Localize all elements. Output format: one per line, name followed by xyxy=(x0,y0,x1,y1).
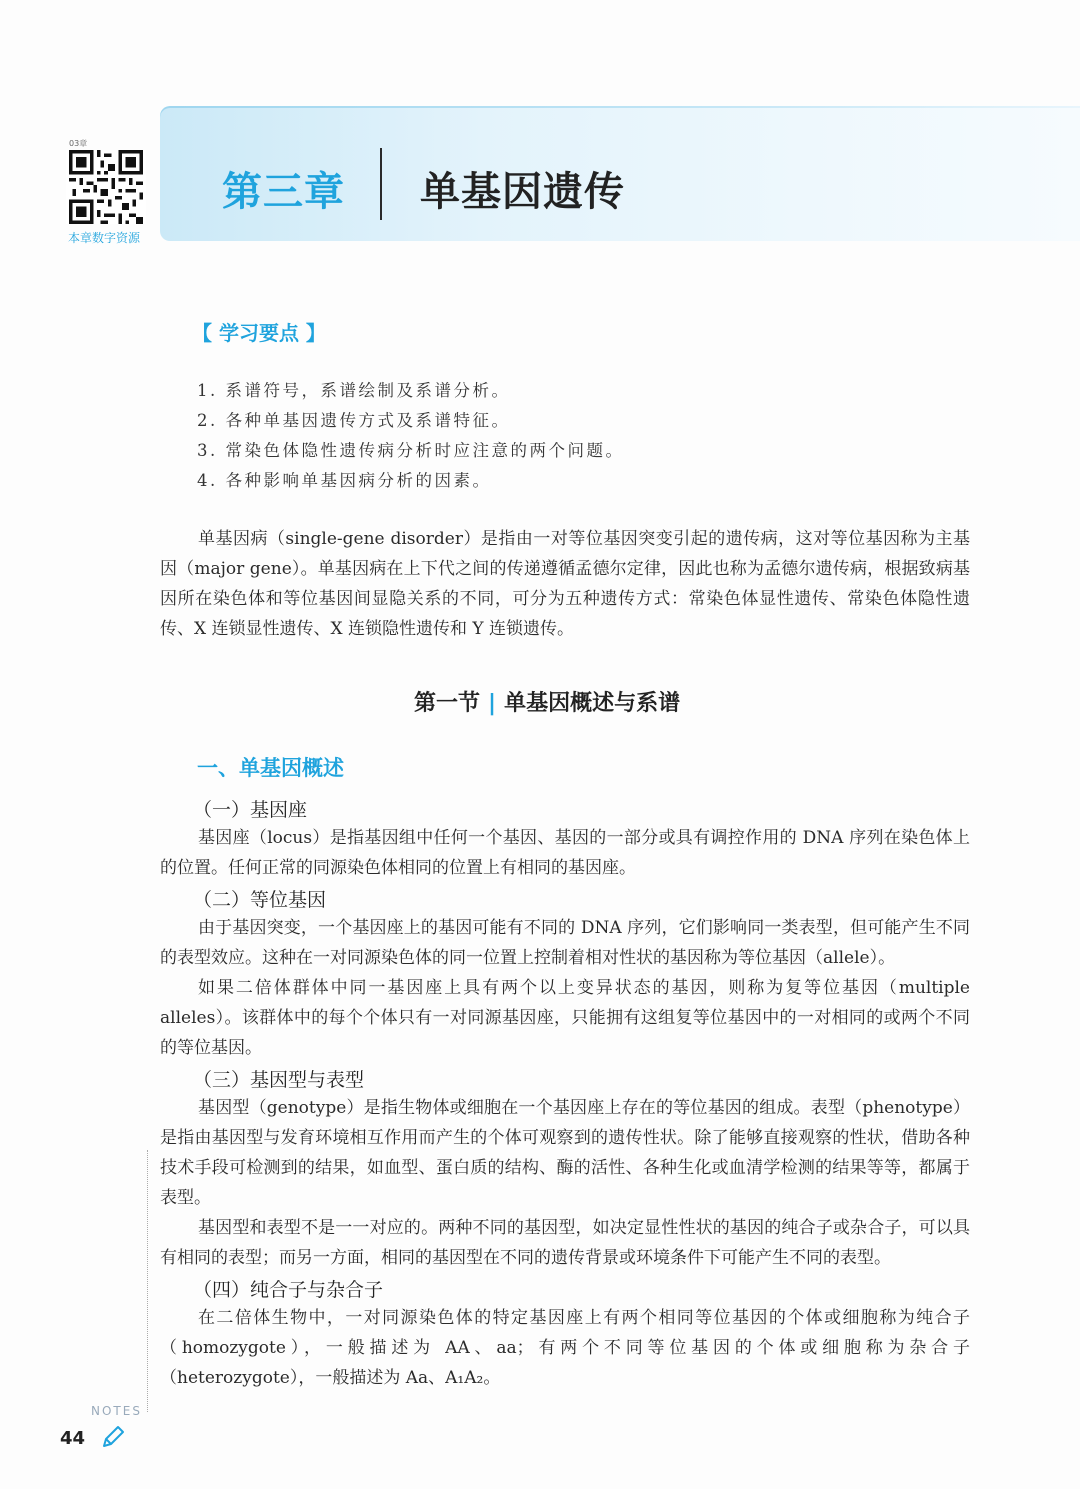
topic-heading: （二）等位基因 xyxy=(193,889,327,911)
body-paragraph: 基因座（locus）是指基因组中任何一个基因、基因的一部分或具有调控作用的 DNA 序列在染色体上的位置。任何正常的同源染色体相同的位置上有相同的基因座。 xyxy=(160,828,970,878)
key-point-item: 4. 各种影响单基因病分析的因素。 xyxy=(197,471,492,490)
section-title xyxy=(414,686,680,717)
body-paragraph: 由于基因突变，一个基因座上的基因可能有不同的 DNA 序列，它们影响同一类表型，但可能产生不同的表型效应。这种在一对同源染色体的同一位置上控制着相对性状的基因称为等位基因（allele）。 xyxy=(160,918,970,968)
qr-code-label: 本章数字资源 xyxy=(68,231,141,245)
body-paragraph: 在二倍体生物中，一对同源染色体的特定基因座上有两个相同等位基因的个体或细胞称为纯合子（homozygote），一般描述为 AA、aa；有两个不同等位基因的个体或细胞称为杂合子（heterozygote），一般描述为 Aa、A₁A₂。 xyxy=(160,1308,970,1388)
key-points-title: 【 学习要点 】 xyxy=(192,321,326,345)
body-paragraph: 如果二倍体群体中同一基因座上具有两个以上变异状态的基因，则称为复等位基因（multiple alleles）。该群体中的每个个体只有一对同源基因座，只能拥有这组复等位基因中的一对相同的或两个不同的等位基因。 xyxy=(160,978,970,1058)
section-name: 单基因概述与系谱 xyxy=(504,691,681,716)
notes-label: NOTES xyxy=(91,1404,142,1418)
topic-heading: （三）基因型与表型 xyxy=(193,1069,365,1091)
key-points-list xyxy=(197,376,625,496)
section-divider: | xyxy=(488,691,497,716)
chapter-number: 第三章 xyxy=(222,169,345,215)
key-point-item: 2. 各种单基因遗传方式及系谱特征。 xyxy=(197,411,511,430)
chapter-divider xyxy=(380,148,382,220)
qr-code-tag: 03章 xyxy=(69,139,88,148)
margin-dotted-line xyxy=(147,1150,148,1412)
key-point-item: 3. 常染色体隐性遗传病分析时应注意的两个问题。 xyxy=(197,441,625,460)
pencil-icon xyxy=(100,1424,126,1450)
intro-paragraph: 单基因病（single-gene disorder）是指由一对等位基因突变引起的遗传病，这对等位基因称为主基因（major gene）。单基因病在上下代之间的传递遵循孟德尔定律，因此也称为孟德尔遗传病，根据致病基因所在染色体和等位基因间显隐关系的不同，可分为五种遗传方式：常染色体显性遗传、常染色体隐性遗传、X 连锁显性遗传、X 连锁隐性遗传和 Y 连锁遗传。 xyxy=(160,529,970,639)
chapter-title: 单基因遗传 xyxy=(420,169,625,215)
page-number: 44 xyxy=(60,1428,86,1449)
section-number: 第一节 xyxy=(414,691,481,716)
body-paragraph: 基因型（genotype）是指生物体或细胞在一个基因座上存在的等位基因的组成。表型（phenotype）是指由基因型与发育环境相互作用而产生的个体可观察到的遗传性状。除了能够直接观察的性状，借助各种技术手段可检测到的结果，如血型、蛋白质的结构、酶的活性、各种生化或血清学检测的结果等等，都属于表型。 xyxy=(160,1098,970,1208)
qr-code-icon[interactable] xyxy=(66,150,146,224)
body-paragraph: 基因型和表型不是一一对应的。两种不同的基因型，如决定显性性状的基因的纯合子或杂合子，可以具有相同的表型；而另一方面，相同的基因型在不同的遗传背景或环境条件下可能产生不同的表型。 xyxy=(160,1218,970,1268)
subsection-heading: 一、单基因概述 xyxy=(197,756,344,780)
topic-heading: （四）纯合子与杂合子 xyxy=(193,1279,384,1301)
key-point-item: 1. 系谱符号，系谱绘制及系谱分析。 xyxy=(197,381,511,400)
topic-heading: （一）基因座 xyxy=(193,799,308,821)
